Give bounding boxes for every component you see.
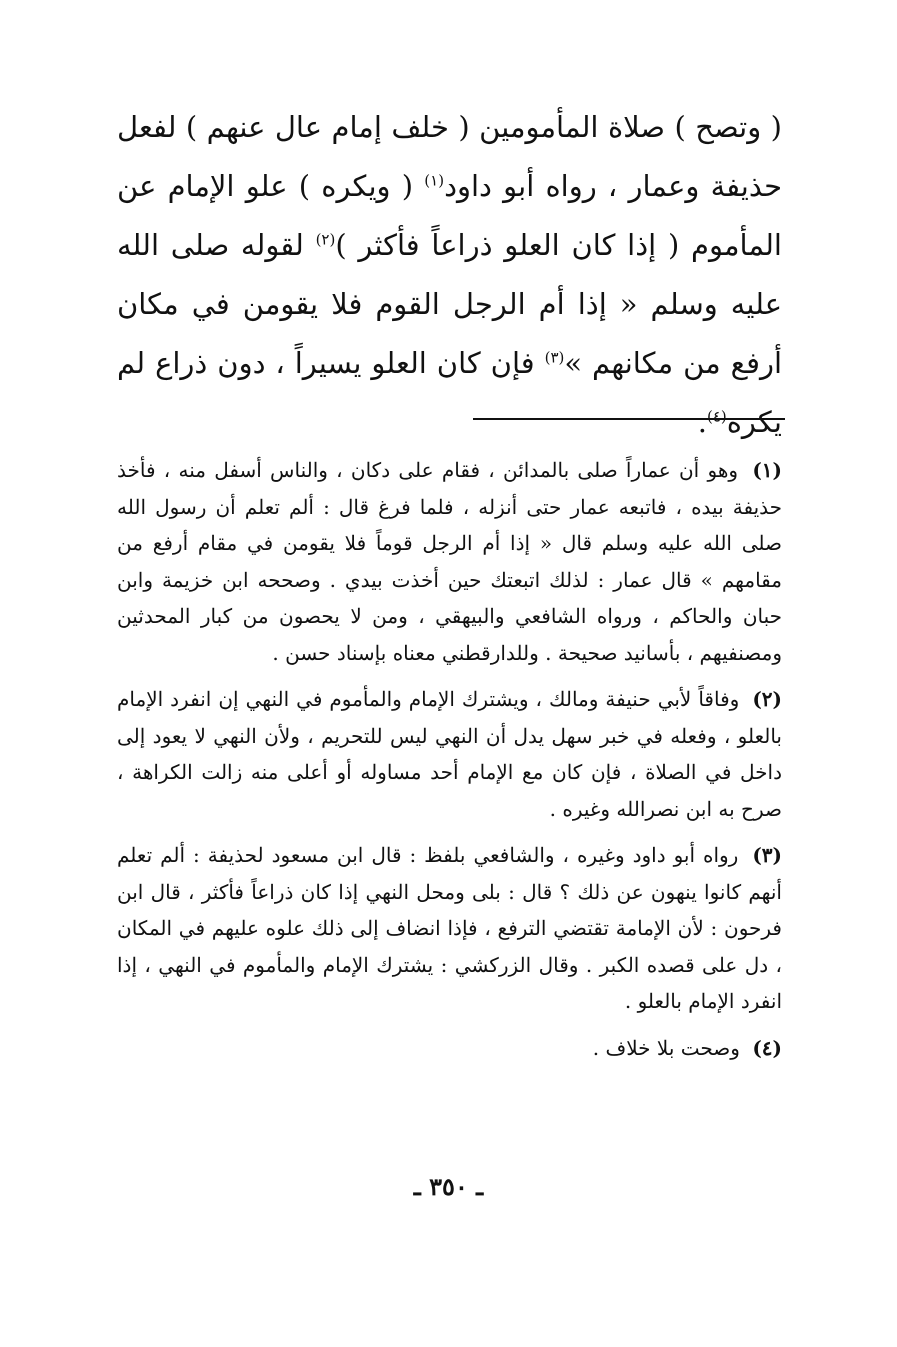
footnote-ref-2: (٢) [315, 230, 336, 249]
main-text-part-2: ( ويكره ) علو الإمام عن المأموم ( إذا كان العلو ذراعاً فأكثر ) [117, 169, 782, 262]
footnote-number: (٣) [752, 843, 782, 867]
footnote-text: وهو أن عماراً صلى بالمدائن ، فقام على دكان ، والناس أسفل منه ، فأخذ حذيفة بيده ، فاتبعه عمار حتى أنزله ، فلما فرغ قال : ألم تعلم أن رسول الله صلى الله عليه وسلم قال « إذا أم الرجل قوماً فلا يقومن في مقام أرفع من مقامهم » قال عمار : لذلك اتبعتك حين أخذت بيدي . وصححه ابن خزيمة وابن حبان والحاكم ، ورواه الشافعي والبيهقي ، ومن لا يحصون من كبار المحدثين ومصنفيهم ، بأسانيد صحيحة . وللدارقطني معناه بإسناد حسن . [117, 458, 782, 665]
footnote-number: (١) [752, 458, 782, 482]
footnote-number: (٢) [752, 687, 783, 711]
footnote-text: رواه أبو داود وغيره ، والشافعي بلفظ : قال ابن مسعود لحذيفة : ألم تعلم أنهم كانوا ينهون عن ذلك ؟ قال : بلى ومحل النهي إذا كان ذراعاً فأكثر ، قال ابن فرحون : لأن الإمامة تقتضي الترفع ، فإذا انضاف إلى ذلك علوه عليهم في المكان ، دل على قصده الكبر . وقال الزركشي : يشترك الإمام والمأموم في النهي ، إذا انفرد الإمام بالعلو . [117, 843, 782, 1013]
main-text-block [117, 98, 782, 452]
footnote-text: وفاقاً لأبي حنيفة ومالك ، ويشترك الإمام والمأموم في النهي إن انفرد الإمام بالعلو ، وفعله في خبر سهل يدل أن النهي ليس للتحريم ، ولأن النهي لا يعود إلى داخل في الصلاة ، فإن كان مع الإمام أحد مساوله أو أعلى منه زالت الكراهة ، صرح به ابن نصرالله وغيره . [117, 687, 782, 821]
footnote-text: وصحت بلا خلاف . [592, 1035, 740, 1060]
footnote-divider [473, 418, 785, 420]
footnote-ref-3: (٣) [544, 348, 565, 367]
footnote-3 [117, 837, 782, 1020]
footnote-1 [117, 452, 782, 671]
footnotes-section [117, 452, 782, 1076]
footnote-ref-1: (١) [424, 171, 445, 190]
footnote-ref-4: (٤) [706, 407, 727, 426]
footnote-4 [117, 1030, 782, 1067]
main-text-end: . [697, 405, 707, 439]
footnote-2 [117, 681, 782, 827]
main-text-part-1: ( وتصح ) صلاة المأمومين ( خلف إمام عال عنهم ) لفعل حذيفة وعمار ، رواه أبو داود [117, 110, 783, 203]
main-text-part-3: لقوله صلى الله عليه وسلم « إذا أم الرجل القوم فلا يقومن في مكان أرفع من مكانهم » [117, 228, 782, 380]
main-paragraph [117, 98, 782, 452]
footnote-number: (٤) [752, 1035, 782, 1060]
page-number: ـ ٣٥٠ ـ [413, 1172, 484, 1201]
main-text-part-4: فإن كان العلو يسيراً ، دون ذراع لم يكره [117, 346, 782, 439]
